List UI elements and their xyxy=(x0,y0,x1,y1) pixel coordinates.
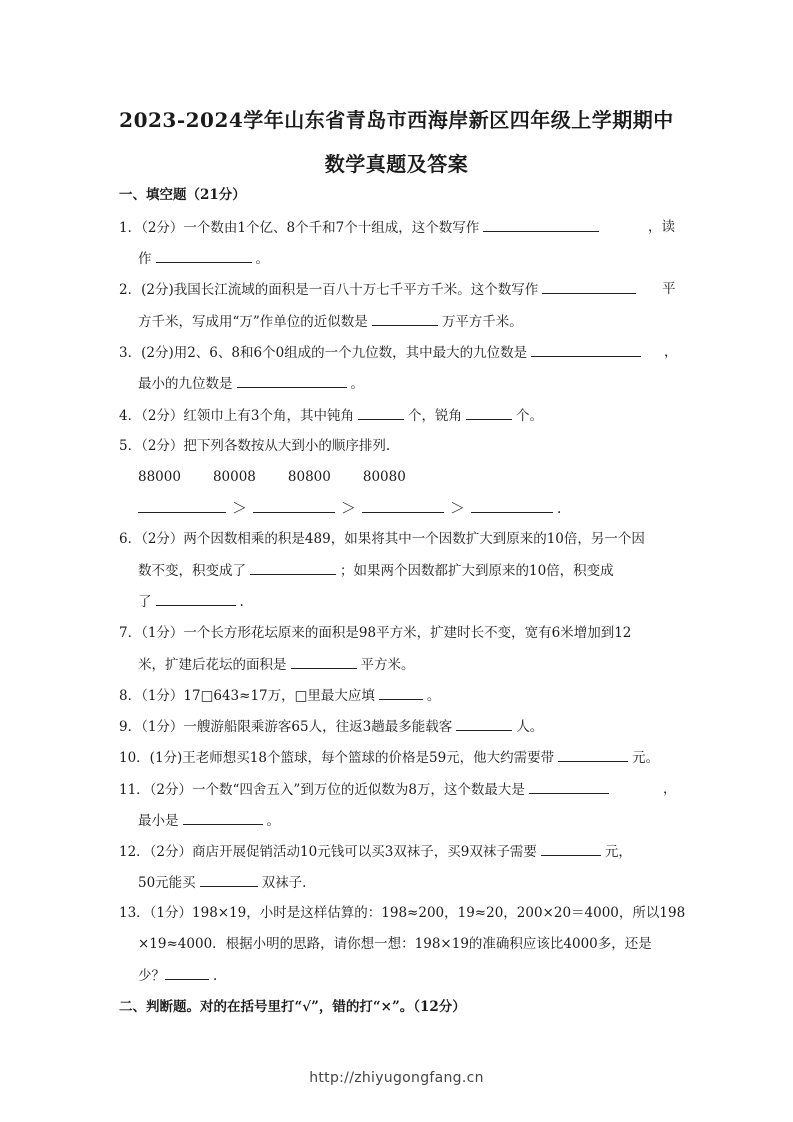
question-6-line-2 xyxy=(138,561,614,580)
answer-blank[interactable] xyxy=(237,374,347,388)
question-11-text: 11．（2分）一个数“四舍五入”到万位的近似数为8万，这个数最大是 xyxy=(119,782,525,798)
number-1: 88000 xyxy=(138,469,181,485)
answer-blank[interactable] xyxy=(291,655,357,669)
punctuation: 。 xyxy=(266,813,280,829)
answer-blank[interactable] xyxy=(531,343,641,357)
question-12-text: 12．（2分）商店开展促销活动10元钱可以买3双袜子，买9双袜子需要 xyxy=(119,844,537,860)
number-3: 80800 xyxy=(287,469,331,485)
question-3-text: 3．(2分)用2、6、8和6个0组成的一个九位数，其中最大的九位数是 xyxy=(119,345,528,361)
section-heading-true-false: 二、判断题。对的在括号里打“√”，错的打“×”。（12分） xyxy=(119,999,466,1015)
question-6-line-1: 6．（2分）两个因数相乘的积是489，如果将其中一个因数扩大到原来的10倍，另一个因 xyxy=(119,531,645,547)
question-1-text: 1．（2分）一个数由1个亿、8个千和7个十组成，这个数写作 xyxy=(119,220,480,236)
number-4: 80080 xyxy=(362,469,406,485)
question-1-text-2: 作 xyxy=(138,251,152,267)
number-2: 80008 xyxy=(212,469,256,485)
question-5-numbers xyxy=(138,468,438,486)
answer-blank[interactable] xyxy=(379,686,423,700)
answer-blank[interactable] xyxy=(483,218,599,232)
question-8-text: 8．（1分）17□643≈17万，□里最大应填 xyxy=(119,688,375,704)
question-7-line-1: 7．（1分）一个长方形花坛原来的面积是98平方米，扩建时长不变，宽有6米增加到12 xyxy=(119,625,632,641)
greater-than-sign: ＞ xyxy=(232,499,248,517)
answer-blank[interactable] xyxy=(183,811,263,825)
answer-blank[interactable] xyxy=(541,842,601,856)
answer-blank[interactable] xyxy=(529,780,609,794)
answer-blank[interactable] xyxy=(558,748,628,762)
punctuation: . xyxy=(239,594,244,610)
answer-blank[interactable] xyxy=(156,249,252,263)
question-9-text: 9．（1分）一艘游船限乘游客65人，往返3趟最多能载客 xyxy=(119,719,453,735)
question-9-unit: 人。 xyxy=(516,719,544,735)
question-2-line-1 xyxy=(119,280,640,299)
answer-blank[interactable] xyxy=(156,592,236,606)
question-6-text-2: 数不变，积变成了 xyxy=(138,563,246,579)
question-4-text: 4．（2分）红领巾上有3个角，其中钝角 xyxy=(119,408,355,424)
question-4 xyxy=(119,406,543,425)
question-2-suffix: 平 xyxy=(662,281,676,297)
punctuation: . xyxy=(213,968,218,984)
question-10 xyxy=(119,748,659,767)
question-3-line-2 xyxy=(138,374,364,393)
question-11-line-2 xyxy=(138,811,280,830)
question-12-text-2: 50元能买 xyxy=(138,875,196,891)
document-title-line-2: 数学真题及答案 xyxy=(324,152,469,176)
question-8 xyxy=(119,686,440,705)
answer-blank[interactable] xyxy=(253,499,335,513)
answer-blank[interactable] xyxy=(471,499,553,513)
question-3-line-1 xyxy=(119,343,645,362)
answer-blank[interactable] xyxy=(250,561,336,575)
answer-blank[interactable] xyxy=(362,499,444,513)
question-7-line-2 xyxy=(138,655,415,674)
question-1-line-1 xyxy=(119,218,603,237)
question-12-unit-2: 双袜子. xyxy=(261,875,307,891)
greater-than-sign: ＞ xyxy=(341,499,357,517)
answer-blank[interactable] xyxy=(200,873,258,887)
question-9 xyxy=(119,717,543,736)
question-11-suffix: ， xyxy=(663,781,677,797)
question-11-line-1 xyxy=(119,780,613,799)
question-6-text-3: ；如果两个因数都扩大到原来的10倍，积变成 xyxy=(340,563,614,579)
answer-blank[interactable] xyxy=(372,312,438,326)
question-12-line-1 xyxy=(119,842,632,861)
question-3-suffix: ， xyxy=(664,344,678,360)
question-13-line-3 xyxy=(138,966,217,985)
greater-than-sign: ＞ xyxy=(450,499,466,517)
answer-blank[interactable] xyxy=(138,499,226,513)
punctuation: 。 xyxy=(426,688,441,704)
punctuation: 。 xyxy=(255,251,269,267)
question-1-line-2 xyxy=(138,249,269,268)
answer-blank[interactable] xyxy=(456,717,512,731)
document-title-line-1: 2023-2024学年山东省青岛市西海岸新区四年级上学期期中 xyxy=(119,108,674,132)
question-7-text-2: 米，扩建后花坛的面积是 xyxy=(138,657,287,673)
question-12-line-2 xyxy=(138,873,306,892)
question-13-line-2: ×19≈4000．根据小明的思路，请你想一想：198×19的准确积应该比4000多，还是 xyxy=(138,936,652,952)
question-5: 5．（2分）把下列各数按从大到小的顺序排列. xyxy=(119,438,391,454)
answer-blank[interactable] xyxy=(358,406,404,420)
question-10-text: 10．(1分)王老师想买18个篮球，每个篮球的价格是59元，他大约需要带 xyxy=(119,750,555,766)
question-2-line-2 xyxy=(138,312,523,331)
question-3-text-2: 最小的九位数是 xyxy=(138,376,233,392)
question-13-text-3: 少？ xyxy=(138,968,165,984)
punctuation: 。 xyxy=(350,376,364,392)
answer-blank[interactable] xyxy=(466,406,512,420)
question-7-unit: 平方米。 xyxy=(360,657,415,673)
question-4-text-3: 个。 xyxy=(516,408,544,424)
punctuation: . xyxy=(557,501,562,517)
question-2-text-2: 方千米，写成用“万”作单位的近似数是 xyxy=(138,314,368,330)
question-1-suffix: ，读 xyxy=(648,219,675,235)
footer-url: http://zhiyugongfang.cn xyxy=(309,1070,484,1086)
answer-blank[interactable] xyxy=(542,280,636,294)
question-10-unit: 元。 xyxy=(632,750,660,766)
question-6-line-3 xyxy=(138,592,244,611)
question-2-text: 2．(2分)我国长江流域的面积是一百八十万七千平方千米。这个数写作 xyxy=(119,282,539,298)
question-4-text-2: 个，锐角 xyxy=(408,408,463,424)
question-11-text-2: 最小是 xyxy=(138,813,179,829)
question-6-text-4: 了 xyxy=(138,594,152,610)
question-12-unit: 元， xyxy=(604,844,632,860)
answer-blank[interactable] xyxy=(165,966,209,980)
question-5-answer-row xyxy=(138,499,561,518)
question-2-unit: 万平方千米。 xyxy=(441,314,523,330)
question-13-line-1: 13．（1分）198×19，小时是这样估算的：198≈200，19≈20，200×20＝4000，所以198 xyxy=(119,905,686,921)
section-heading-fill-in: 一、填空题（21分） xyxy=(119,187,246,203)
